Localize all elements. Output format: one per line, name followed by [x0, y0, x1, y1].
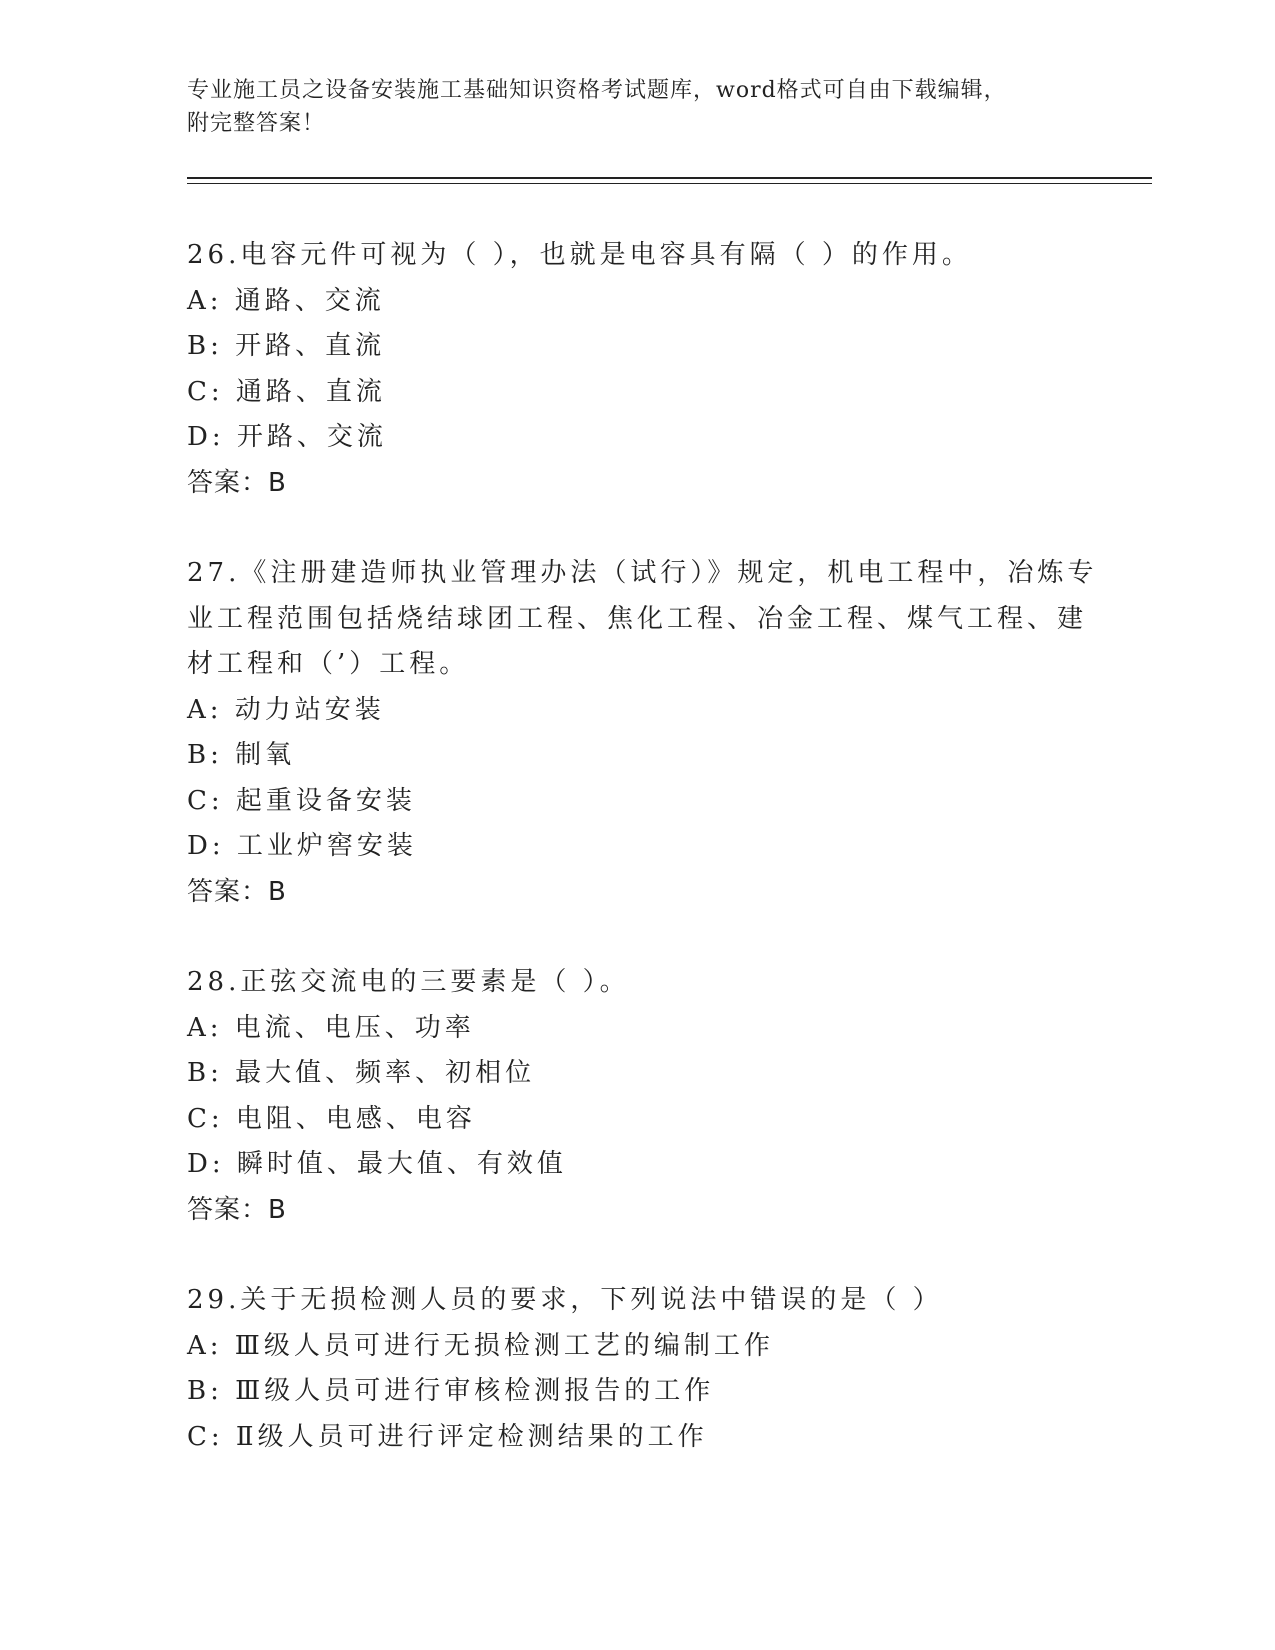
option-a: A: 电流、电压、功率	[187, 1012, 475, 1043]
header-divider-thick	[187, 177, 1152, 179]
option-d: D: 开路、交流	[187, 422, 387, 452]
option-d: D: 工业炉窖安装	[187, 831, 417, 861]
question-28	[187, 960, 1087, 1233]
header-divider-thin	[187, 183, 1152, 184]
option-b: B: 最大值、频率、初相位	[187, 1058, 536, 1088]
question-stem-line-1: 27.《注册建造师执业管理办法（试行）》规定，机电工程中，冶炼专	[187, 558, 1098, 588]
option-c: C: Ⅱ级人员可进行评定检测结果的工作	[187, 1421, 708, 1452]
question-26	[187, 233, 1087, 506]
answer: 答案：B	[187, 467, 287, 498]
option-c: C: 电阻、电感、电容	[187, 1103, 476, 1134]
option-a: A: Ⅲ级人员可进行无损检测工艺的编制工作	[187, 1330, 774, 1361]
question-29	[187, 1278, 1087, 1460]
option-d: D: 瞬时值、最大值、有效值	[187, 1149, 567, 1179]
option-a: A: 动力站安装	[187, 694, 385, 725]
option-a: A: 通路、交流	[187, 285, 385, 316]
option-c: C: 起重设备安装	[187, 785, 416, 816]
option-b: B: Ⅲ级人员可进行审核检测报告的工作	[187, 1376, 715, 1406]
question-stem: 26.电容元件可视为（ ），也就是电容具有隔（ ）的作用。	[187, 240, 972, 270]
answer: 答案：B	[187, 876, 287, 907]
header-line-2: 附完整答案！	[187, 111, 326, 136]
header-line-1: 专业施工员之设备安装施工基础知识资格考试题库，word格式可自由下载编辑，	[187, 78, 1007, 103]
option-c: C: 通路、直流	[187, 376, 386, 407]
question-stem: 29.关于无损检测人员的要求，下列说法中错误的是（ ）	[187, 1285, 943, 1315]
answer: 答案：B	[187, 1194, 287, 1225]
question-stem-line-3: 材工程和（’）工程。	[187, 649, 470, 679]
question-27	[187, 551, 1098, 915]
question-list	[187, 233, 1098, 1505]
question-stem-line-2: 业工程范围包括烧结球团工程、焦化工程、冶金工程、煤气工程、建	[187, 603, 1088, 634]
document-header	[187, 74, 1087, 140]
question-stem: 28.正弦交流电的三要素是（ ）。	[187, 967, 630, 997]
option-b: B: 制氧	[187, 740, 296, 770]
option-b: B: 开路、直流	[187, 331, 386, 361]
